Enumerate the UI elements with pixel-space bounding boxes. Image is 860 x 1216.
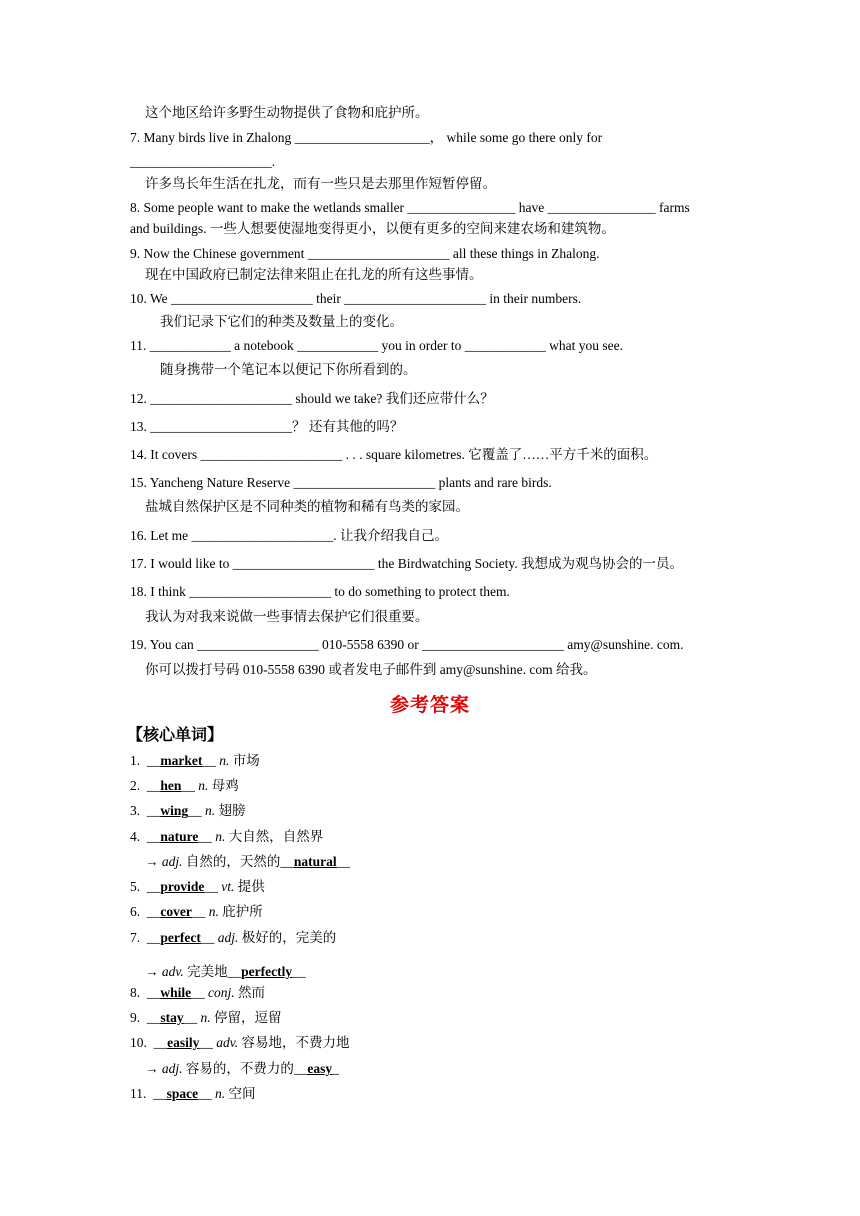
exercise-line: 18. I think _____________________ to do something to protect them.: [130, 584, 510, 599]
exercise-line: 7. Many birds live in Zhalong ____________________， while some go there only for: [130, 130, 603, 145]
answer-word: market: [160, 753, 203, 768]
vocab-item: 6. __cover__ n. 庇护所: [130, 904, 263, 919]
answer-word: perfect: [160, 930, 201, 945]
answers-title: 参考答案: [389, 694, 470, 716]
exercise-line: 我们记录下它们的种类及数量上的变化。: [160, 314, 403, 329]
answer-word: hen: [160, 778, 182, 793]
answer-word: perfectly: [241, 964, 293, 979]
exercise-line: 你可以拨打号码 010-5558 6390 或者发电子邮件到 amy@sunshine. com 给我。: [145, 662, 597, 677]
section-heading: 【核心单词】: [127, 725, 224, 744]
exercise-line: 随身携带一个笔记本以便记下你所看到的。: [160, 362, 417, 377]
answer-word: easy: [307, 1061, 333, 1076]
exercise-line: 14. It covers _____________________ . . . square kilometres. 它覆盖了……平方千米的面积。: [130, 447, 658, 462]
vocab-derived: → adv. 完美地__perfectly__: [145, 964, 306, 979]
exercise-line: 13. _____________________？ 还有其他的吗？: [130, 419, 404, 434]
answer-word: easily: [167, 1035, 200, 1050]
answer-word: cover: [160, 904, 192, 919]
vocab-item: 8. __while__ conj. 然而: [130, 985, 266, 1000]
answer-word: wing: [160, 803, 189, 818]
exercise-line: 现在中国政府已制定法律来阻止在扎龙的所有这些事情。: [145, 267, 483, 282]
exercise-line: 11. ____________ a notebook ____________ you in order to ____________ what you see.: [130, 338, 623, 353]
vocab-item: 7. __perfect__ adj. 极好的，完美的: [130, 930, 337, 945]
exercise-line: 盐城自然保护区是不同种类的植物和稀有鸟类的家园。: [145, 499, 469, 514]
vocab-item: 9. __stay__ n. 停留，逗留: [130, 1010, 282, 1025]
exercise-line: 我认为对我来说做一些事情去保护它们很重要。: [145, 609, 429, 624]
exercise-line: 17. I would like to _____________________ the Birdwatching Society. 我想成为观鸟协会的一员。: [130, 556, 683, 571]
exercise-line: 12. _____________________ should we take? 我们还应带什么？: [130, 391, 494, 406]
exercise-line: and buildings. 一些人想要使湿地变得更小，以便有更多的空间来建农场和建筑物。: [130, 221, 615, 236]
exercise-line: 9. Now the Chinese government _____________________ all these things in Zhalong.: [130, 246, 600, 261]
exercise-line: 15. Yancheng Nature Reserve _____________________ plants and rare birds.: [130, 475, 552, 490]
exercise-line: 16. Let me _____________________. 让我介绍我自己。: [130, 528, 448, 543]
exercise-line: 10. We _____________________ their _____________________ in their numbers.: [130, 291, 582, 306]
exercise-line: 这个地区给许多野生动物提供了食物和庇护所。: [145, 105, 429, 120]
answer-word: while: [160, 985, 192, 1000]
vocab-item: 5. __provide__ vt. 提供: [130, 879, 265, 894]
answer-word: nature: [160, 829, 199, 844]
answer-word: stay: [160, 1010, 184, 1025]
vocab-item: 2. __hen__ n. 母鸡: [130, 778, 239, 793]
vocab-item: 11. __space__ n. 空间: [130, 1086, 256, 1101]
exercise-line: _____________________.: [130, 154, 276, 169]
exercise-line: 19. You can __________________ 010-5558 6390 or _____________________ amy@sunshine. com.: [130, 637, 684, 652]
answer-word: space: [166, 1086, 199, 1101]
vocab-derived: → adj. 自然的，天然的__natural__: [145, 854, 351, 869]
vocab-derived: → adj. 容易的，不费力的__easy_: [145, 1061, 339, 1076]
vocab-item: 4. __nature__ n. 大自然，自然界: [130, 829, 324, 844]
exercise-line: 8. Some people want to make the wetlands smaller ________________ have ________________ farms: [130, 200, 690, 215]
answer-word: provide: [160, 879, 205, 894]
exercise-line: 许多鸟长年生活在扎龙，而有一些只是去那里作短暂停留。: [145, 176, 496, 191]
vocab-item: 3. __wing__ n. 翅膀: [130, 803, 246, 818]
answer-word: natural: [293, 854, 337, 869]
vocab-item: 1. __market__ n. 市场: [130, 753, 260, 768]
vocab-item: 10. __easily__ adv. 容易地，不费力地: [130, 1035, 350, 1050]
